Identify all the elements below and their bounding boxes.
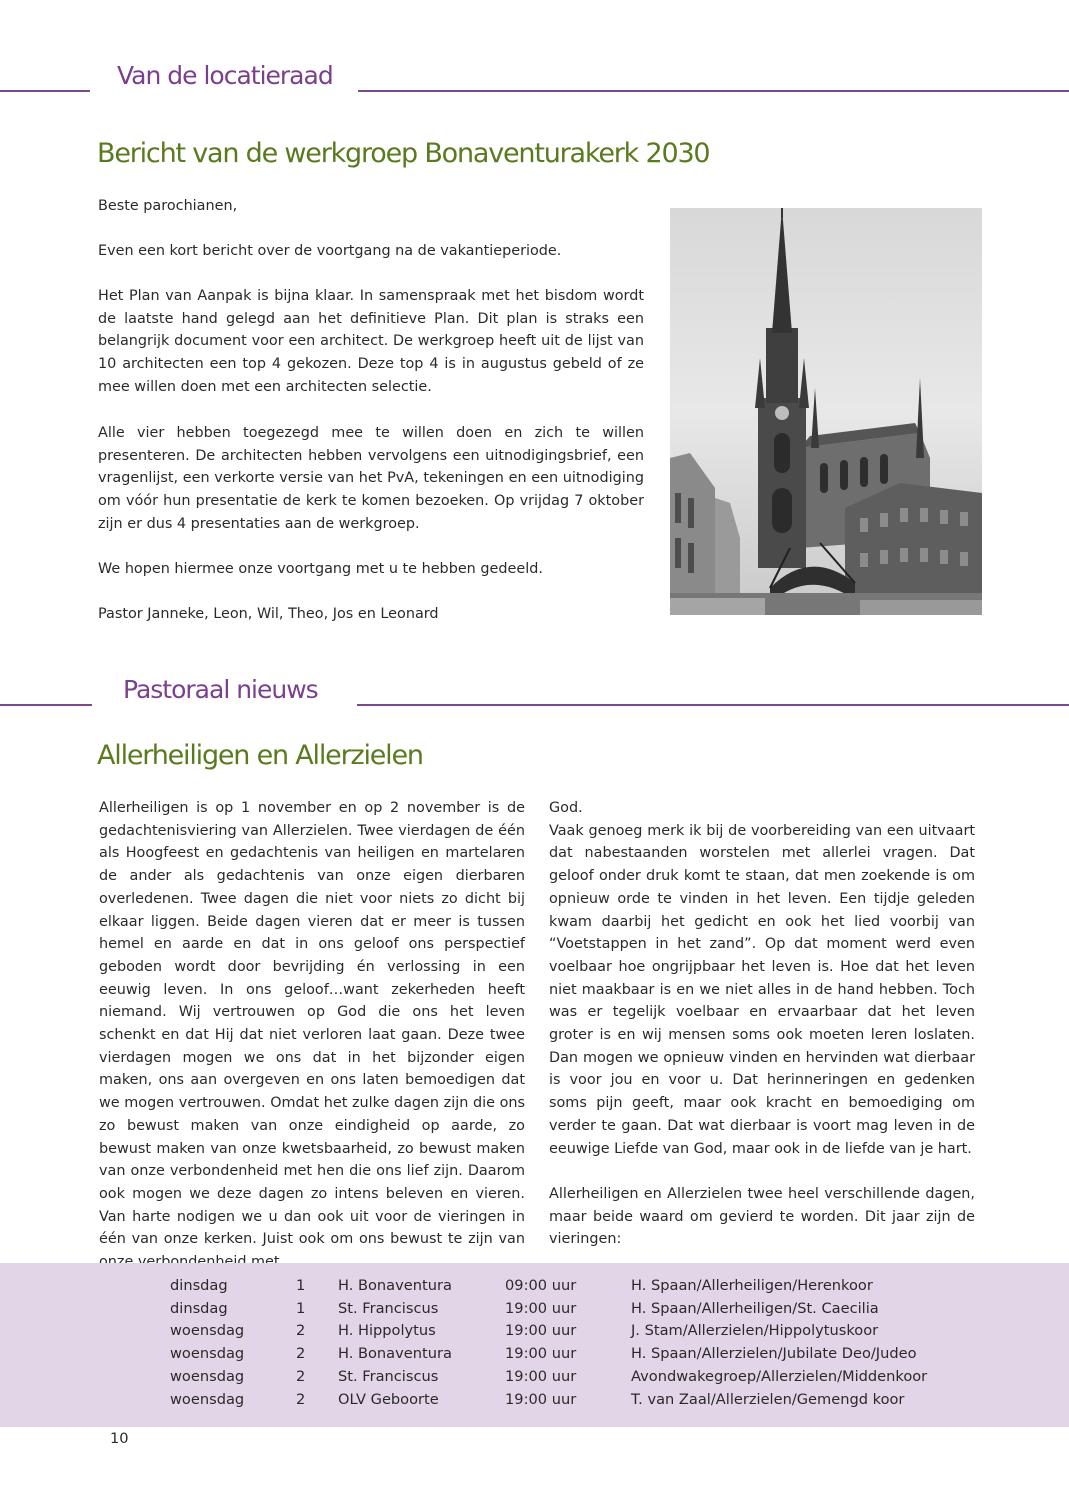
schedule-time: 09:00 uur	[505, 1277, 577, 1294]
schedule-date: 1	[296, 1299, 306, 1317]
section-rule-right	[357, 704, 1069, 706]
schedule-table	[0, 1263, 1069, 1427]
schedule-details: H. Spaan/Allerheiligen/St. Caecilia	[631, 1299, 879, 1317]
paragraph: Even een kort bericht over de voortgang na de vakantieperiode.	[98, 243, 562, 259]
schedule-date: 2	[296, 1390, 306, 1408]
schedule-date: 2	[296, 1322, 306, 1340]
column-right-text: Allerheiligen en Allerzielen twee heel verschillende dagen, maar beide waard om gevierd te worden. Dit jaar zijn de vieringen:	[549, 1186, 975, 1248]
schedule-row	[0, 1391, 1069, 1414]
article-title-allerheiligen: Allerheiligen en Allerzielen	[97, 740, 423, 771]
section-rule-left	[0, 90, 90, 92]
schedule-details: Avondwakegroep/Allerzielen/Middenkoor	[631, 1367, 928, 1385]
schedule-time: 19:00 uur	[505, 1299, 577, 1317]
schedule-details: J. Stam/Allerzielen/Hippolytuskoor	[631, 1322, 879, 1340]
schedule-row	[0, 1322, 1069, 1345]
column-left-text: Allerheiligen is op 1 november en op 2 november is de gedachtenisviering van Allerzielen. Twee vierdagen de één als Hoogfeest en gedachtenis van heiligen en martelaren de ander als gedachtenis van onze eigen dierbaren overledenen. Twee dagen die niet voor niets zo dicht bij elkaar liggen. Beide dagen vieren dat er meer is tussen hemel en aarde en dat in ons geloof ons perspectief geboden wordt door bevrijding én verlossing in een eeuwig leven. In ons geloof…want zekerheden heeft niemand. Wij vertrouwen op God die ons het leven schenkt en dat Hij dat niet verloren laat gaan. Deze twee vierdagen mogen we ons dat in het bijzonder eigen maken, ons aan overgeven en ons laten bemoedigen dat we mogen vertrouwen. Omdat het zulke dagen zijn die ons zo bewust maken van onze eindigheid op aarde, zo bewust maken van onze kwetsbaarheid, zo bewust maken van onze verbondenheid met hen die ons lief zijn. Daarom ook mogen we deze dagen zo intens beleven en vieren. Van harte nodigen we u dan ook uit voor de vieringen in één van onze kerken. Juist ook om ons bewust te zijn van	[99, 800, 525, 1248]
schedule-time: 19:00 uur	[505, 1390, 577, 1408]
schedule-row	[0, 1277, 1069, 1300]
church-photo	[670, 208, 982, 615]
schedule-church: St. Franciscus	[338, 1299, 439, 1317]
schedule-church: H. Bonaventura	[338, 1345, 452, 1363]
schedule-church: H. Hippolytus	[338, 1322, 436, 1340]
paragraph: Alle vier hebben toegezegd mee te willen doen en zich te willen presenteren. De architecten hebben vervolgens een uitnodigingsbrief, een vragenlijst, een verkorte versie van het PvA, tekeningen en een uitnodiging om vóór hun presentatie de kerk te komen bezoeken. Op vrijdag 7 oktober zijn er dus 4 presentaties aan de werkgroep.	[98, 425, 644, 532]
paragraph: We hopen hiermee onze voortgang met u te hebben gedeeld.	[98, 561, 543, 577]
schedule-day: woensdag	[170, 1345, 245, 1363]
schedule-row	[0, 1345, 1069, 1368]
schedule-details: H. Spaan/Allerzielen/Jubilate Deo/Judeo	[631, 1345, 917, 1363]
paragraph: Het Plan van Aanpak is bijna klaar. In samenspraak met het bisdom wordt de laatste hand gelegd aan het definitieve Plan. Dit plan is straks een belangrijk document voor een architect. De werkgroep heeft uit de lijst van 10 architecten een top 4 gekozen. Deze top 4 is in augustus gebeld of ze mee willen doen met een architecten selectie.	[98, 288, 644, 395]
schedule-day: woensdag	[170, 1322, 245, 1340]
schedule-date: 1	[296, 1277, 306, 1294]
schedule-day: woensdag	[170, 1367, 245, 1385]
schedule-time: 19:00 uur	[505, 1322, 577, 1340]
schedule-details: T. van Zaal/Allerzielen/Gemengd koor	[631, 1390, 905, 1408]
schedule-day: dinsdag	[170, 1277, 228, 1294]
schedule-church: H. Bonaventura	[338, 1277, 452, 1294]
schedule-day: dinsdag	[170, 1299, 228, 1317]
schedule-church: OLV Geboorte	[338, 1390, 439, 1408]
section-rule-right	[358, 90, 1069, 92]
article-title-werkgroep: Bericht van de werkgroep Bonaventurakerk 2030	[97, 138, 710, 169]
schedule-time: 19:00 uur	[505, 1345, 577, 1363]
page-number: 10	[110, 1430, 129, 1447]
schedule-day: woensdag	[170, 1390, 245, 1408]
schedule-row	[0, 1300, 1069, 1323]
schedule-row	[0, 1368, 1069, 1391]
schedule-details: H. Spaan/Allerheiligen/Herenkoor	[631, 1277, 873, 1294]
greeting: Beste parochianen,	[98, 198, 238, 214]
column-right-text: God.	[549, 800, 583, 816]
schedule-time: 19:00 uur	[505, 1367, 577, 1385]
column-right-text: Vaak genoeg merk ik bij de voorbereiding van een uitvaart dat nabestaanden worstelen met allerlei vragen. Dat geloof onder druk komt te staan, dat men zoekende is om opnieuw orde te vinden in het leven. Een tijdje geleden kwam daarbij het gedicht en ook het lied voorbij van “Voetstappen in het zand”. Op dat moment werd even voelbaar hoe ongrijpbaar het leven is. Hoe dat het leven niet maakbaar is en we niet alles in de hand hebben. Toch was er tegelijk voelbaar en ervaarbaar dat het leven groter is en wij mensen soms ook moeten leren loslaten. Dan mogen we opnieuw vinden en hervinden wat dierbaar is voor jou en voor u. Dat herinneringen en gedenken soms pijn geeft, maar ook kracht en bemoediging om verder te gaan. Dat wat dierbaar is voort mag leven in de eeuwige Liefde van God, maar ook in de liefde van je hart.	[549, 822, 975, 1157]
schedule-date: 2	[296, 1345, 306, 1363]
signature: Pastor Janneke, Leon, Wil, Theo, Jos en Leonard	[98, 606, 439, 622]
section-title-locatieraad: Van de locatieraad	[117, 61, 333, 90]
section-title-pastoraal: Pastoraal nieuws	[123, 675, 318, 704]
section-rule-left	[0, 704, 92, 706]
schedule-date: 2	[296, 1367, 306, 1385]
schedule-church: St. Franciscus	[338, 1367, 439, 1385]
